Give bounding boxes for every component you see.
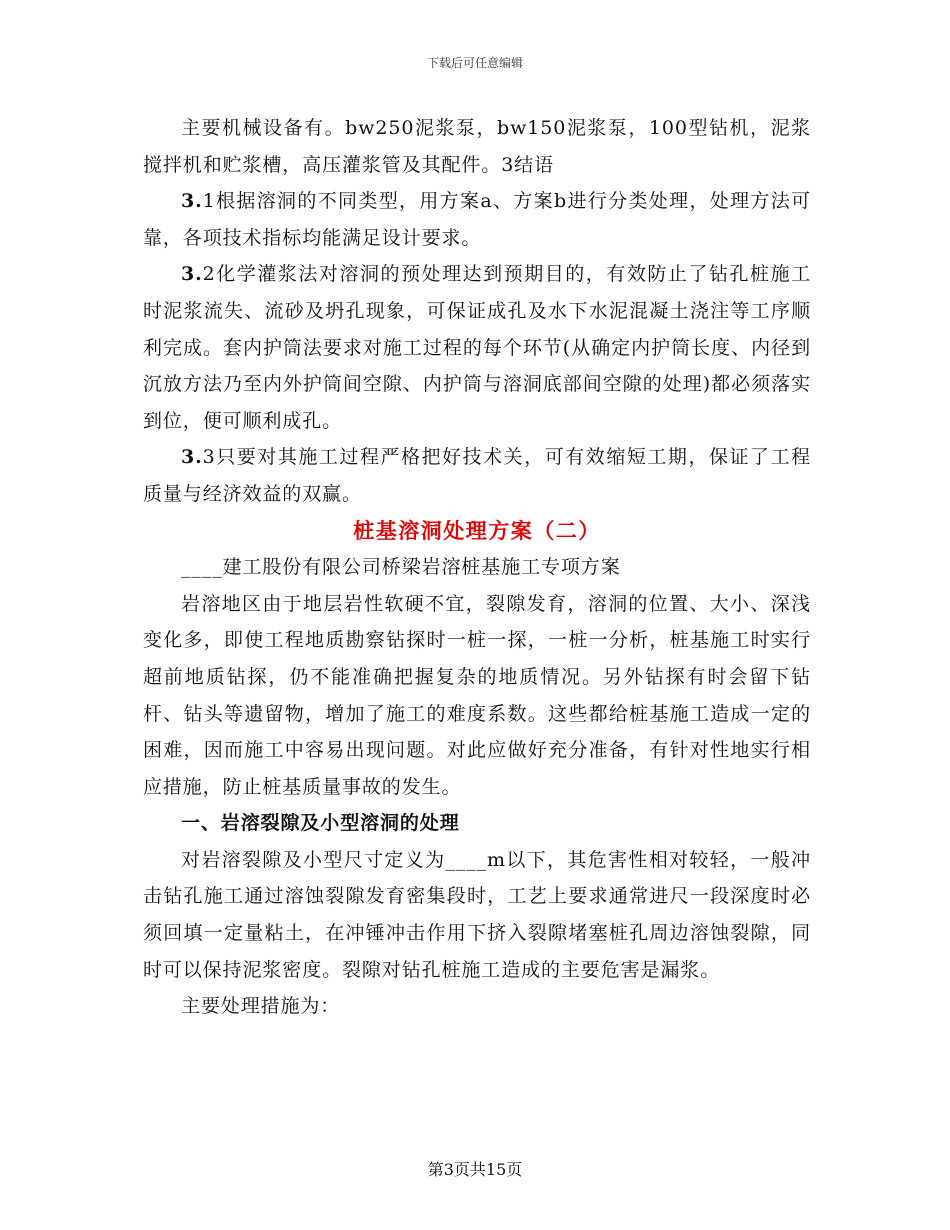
paragraph-conclusion-1: [143, 183, 811, 256]
paragraph-conclusion-2: [143, 256, 811, 439]
section-number: 3.: [181, 446, 203, 469]
page-indicator: 第3页共15页: [427, 1160, 523, 1179]
paragraph-equipment: 主要机械设备有。bw250泥浆泵，bw150泥浆泵，100型钻机，泥浆搅拌机和贮浆槽，高压灌浆管及其配件。3结语: [143, 117, 811, 176]
paragraph-conclusion-3: [143, 439, 811, 512]
paragraph-text: 2化学灌浆法对溶洞的预处理达到预期目的，有效防止了钻孔桩施工时泥浆流失、流砂及坍孔现象，可保证成孔及水下水泥混凝土浇注等工序顺利完成。套内护筒法要求对施工过程的每个环节(从确定内护筒长度、内径到沉放方法乃至内外护筒间空隙、内护筒与溶洞底部间空隙的处理)都必须落实到位，便可顺利成孔。: [143, 263, 811, 432]
paragraph-company: ____建工股份有限公司桥梁岩溶桩基施工专项方案: [181, 556, 621, 579]
paragraph-fissures: 对岩溶裂隙及小型尺寸定义为____m以下，其危害性相对较轻，一般冲击钻孔施工通过溶蚀裂隙发育密集段时，工艺上要求通常进尺一段深度时必须回填一定量粘土，在冲锤冲击作用下挤入裂隙堵塞桩孔周边溶蚀裂隙，同时可以保持泥浆密度。裂隙对钻孔桩施工造成的主要危害是漏浆。: [143, 848, 811, 981]
section-number: 3.: [181, 190, 203, 213]
document-body: [143, 110, 811, 1025]
paragraph-intro: 岩溶地区由于地层岩性软硬不宜，裂隙发育，溶洞的位置、大小、深浅变化多，即使工程地质勘察钻探时一桩一探，一桩一分析，桩基施工时实行超前地质钻探，仍不能准确把握复杂的地质情况。另外钻探有时会留下钻杆、钻头等遗留物，增加了施工的难度系数。这些都给桩基施工造成一定的困难，因而施工中容易出现问题。对此应做好充分准备，有针对性地实行相应措施，防止桩基质量事故的发生。: [143, 592, 811, 798]
paragraph-text: 1根据溶洞的不同类型，用方案a、方案b进行分类处理，处理方法可靠，各项技术指标均能满足设计要求。: [143, 190, 811, 249]
paragraph-measures: 主要处理措施为：: [181, 995, 341, 1018]
paragraph-text: 3只要对其施工过程严格把好技术关，可有效缩短工期，保证了工程质量与经济效益的双赢。: [143, 446, 811, 505]
header-note: 下载后可任意编辑: [426, 56, 523, 70]
section-title: 桩基溶洞处理方案（二）: [353, 517, 601, 543]
section-number: 3.: [181, 263, 203, 286]
subheading: 一、岩溶裂隙及小型溶洞的处理: [181, 812, 460, 835]
